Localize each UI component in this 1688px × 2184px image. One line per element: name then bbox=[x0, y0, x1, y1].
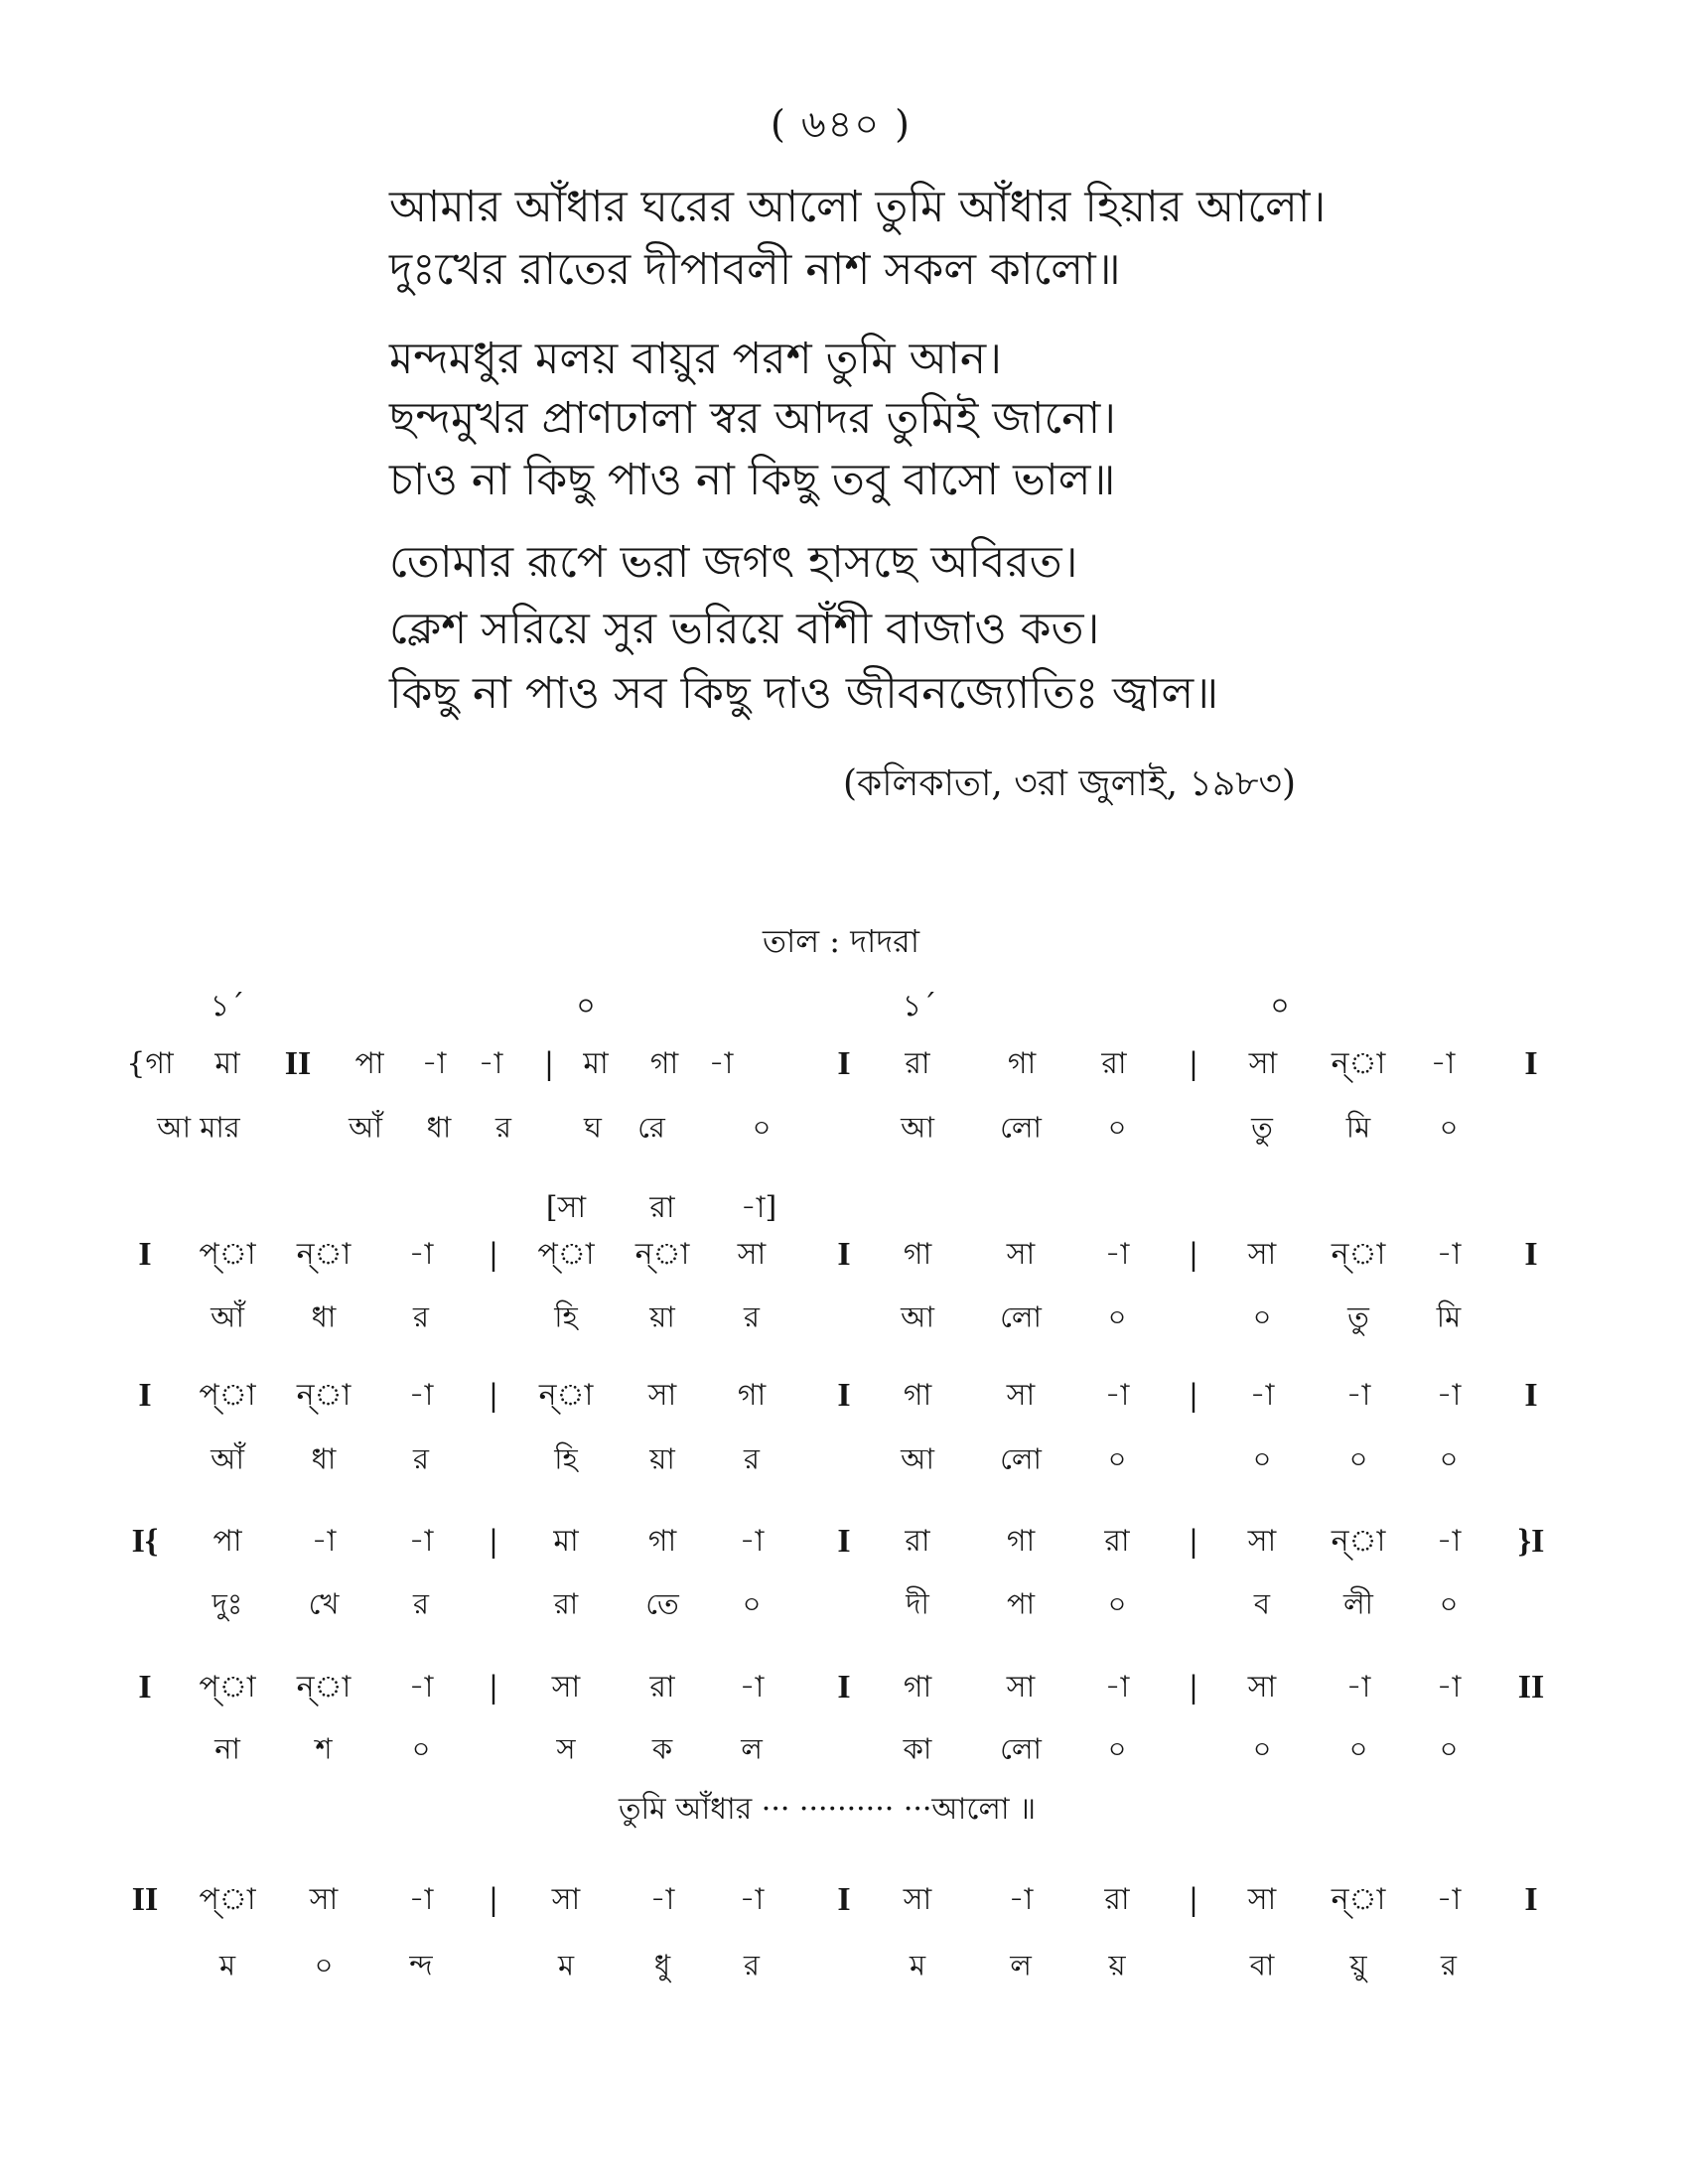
swara-note: ন্া bbox=[296, 1378, 352, 1413]
alternate-phrase-note: [সা bbox=[545, 1190, 587, 1225]
swara-note: মা bbox=[583, 1046, 609, 1081]
bar-line: I bbox=[138, 1377, 152, 1414]
bar-line: | bbox=[545, 1045, 553, 1082]
lyric-syllable: ০ bbox=[1348, 1731, 1368, 1766]
lyric-syllable: রা bbox=[553, 1586, 579, 1621]
swara-note: -া bbox=[408, 1237, 434, 1272]
lyric-syllable: পা bbox=[1006, 1586, 1036, 1621]
lyric-syllable: ল bbox=[1010, 1948, 1032, 1982]
swara-note: পা bbox=[212, 1524, 242, 1559]
swara-note: গা bbox=[1006, 1524, 1036, 1559]
swara-note: সা bbox=[551, 1670, 581, 1705]
lyric-syllable: ০ bbox=[1107, 1586, 1127, 1621]
swara-note: গা bbox=[903, 1670, 932, 1705]
lyric-syllable: ০ bbox=[742, 1586, 762, 1621]
lyric-line: ছন্দমুখর প্রাণঢালা স্বর আদর তুমিই জানো। bbox=[389, 393, 1116, 444]
lyric-syllable: র bbox=[1441, 1948, 1457, 1982]
swara-note: সা bbox=[309, 1882, 339, 1917]
swara-note: সা bbox=[1247, 1882, 1277, 1917]
lyric-syllable: ০ bbox=[1348, 1441, 1368, 1476]
lyric-syllable: স bbox=[556, 1731, 576, 1766]
swara-note: প্া bbox=[199, 1670, 256, 1705]
lyric-line: চাও না কিছু পাও না কিছু তবু বাসো ভাল॥ bbox=[389, 455, 1116, 505]
swara-note: -া bbox=[408, 1882, 434, 1917]
swara-note: -া bbox=[1430, 1046, 1456, 1081]
swara-note: -া bbox=[408, 1378, 434, 1413]
swara-note: -া bbox=[1345, 1670, 1371, 1705]
swara-note: ন্া bbox=[296, 1670, 352, 1705]
bar-line: | bbox=[1190, 1669, 1197, 1706]
lyric-syllable: আঁ bbox=[211, 1299, 244, 1334]
lyric-syllable: ০ bbox=[1439, 1586, 1459, 1621]
swara-note: গা bbox=[649, 1046, 679, 1081]
lyric-syllable: ধা bbox=[311, 1299, 337, 1334]
swara-note: -া bbox=[1008, 1882, 1034, 1917]
lyric-syllable: শ bbox=[315, 1731, 333, 1766]
lyric-syllable: লো bbox=[1000, 1299, 1042, 1334]
swara-note: সা bbox=[1248, 1046, 1278, 1081]
swara-note: গা bbox=[903, 1237, 932, 1272]
bar-line: II bbox=[284, 1045, 312, 1082]
swara-note: -া bbox=[1104, 1378, 1130, 1413]
bar-line: I bbox=[1524, 1045, 1538, 1082]
swara-note: সা bbox=[903, 1882, 932, 1917]
swara-note: সা bbox=[647, 1378, 677, 1413]
swara-note: ন্া bbox=[634, 1237, 690, 1272]
bar-line: | bbox=[1190, 1523, 1197, 1560]
bar-line: II bbox=[131, 1881, 159, 1918]
lyric-syllable: দী bbox=[906, 1586, 929, 1621]
swara-note: প্া bbox=[199, 1237, 256, 1272]
swara-note: -া bbox=[311, 1524, 337, 1559]
lyric-line: কিছু না পাও সব কিছু দাও জীবনজ্যোতিঃ জ্বাল॥ bbox=[389, 668, 1219, 719]
swara-note: রা bbox=[905, 1524, 930, 1559]
bar-line: | bbox=[1190, 1377, 1197, 1414]
swara-note: সা bbox=[737, 1237, 767, 1272]
bar-line: I bbox=[837, 1669, 851, 1706]
swara-note: ন্া bbox=[1331, 1237, 1386, 1272]
lyric-syllable: র bbox=[413, 1299, 429, 1334]
lyric-syllable: লো bbox=[1000, 1110, 1042, 1145]
bar-line: II bbox=[1517, 1669, 1545, 1706]
lyric-syllable: ০ bbox=[1252, 1299, 1272, 1334]
lyric-syllable: ০ bbox=[1107, 1731, 1127, 1766]
bar-line: I bbox=[1524, 1377, 1538, 1414]
swara-note: {গা bbox=[126, 1046, 174, 1081]
lyric-syllable: মি bbox=[1345, 1110, 1371, 1145]
lyric-syllable: ল bbox=[741, 1731, 763, 1766]
swara-note: সা bbox=[1247, 1237, 1277, 1272]
swara-note: গা bbox=[903, 1378, 932, 1413]
swara-note: সা bbox=[1006, 1237, 1036, 1272]
lyric-syllable: ০ bbox=[1439, 1731, 1459, 1766]
swara-note: -া bbox=[408, 1524, 434, 1559]
swara-note: ন্া bbox=[296, 1237, 352, 1272]
page-number: ( ৬৪০ ) bbox=[771, 102, 912, 146]
swara-note: সা bbox=[551, 1882, 581, 1917]
lyric-syllable: ০ bbox=[1107, 1110, 1127, 1145]
swara-note: রা bbox=[649, 1670, 675, 1705]
swara-note: ন্া bbox=[1331, 1524, 1386, 1559]
lyric-syllable: আ bbox=[901, 1441, 934, 1476]
swara-note: মা bbox=[553, 1524, 579, 1559]
swara-note: সা bbox=[1247, 1670, 1277, 1705]
swara-note: রা bbox=[905, 1046, 930, 1081]
swara-note: -া bbox=[708, 1046, 734, 1081]
swara-note: -া bbox=[739, 1524, 765, 1559]
continuation-line: তুমি আঁধার ··· ·········· ···আলো ॥ bbox=[618, 1792, 1037, 1827]
lyric-syllable: ক bbox=[651, 1731, 673, 1766]
lyric-syllable: ম bbox=[218, 1948, 236, 1982]
lyric-syllable: আ মার bbox=[157, 1110, 240, 1145]
swara-note: ন্া bbox=[1331, 1882, 1386, 1917]
swara-note: সা bbox=[1247, 1524, 1277, 1559]
bar-line: }I bbox=[1517, 1523, 1545, 1560]
swara-note: -া bbox=[1436, 1524, 1462, 1559]
lyric-syllable: ০ bbox=[1252, 1441, 1272, 1476]
lyric-syllable: র bbox=[744, 1441, 760, 1476]
lyric-syllable: ধা bbox=[311, 1441, 337, 1476]
lyric-syllable: ম bbox=[909, 1948, 926, 1982]
swara-note: সা bbox=[1006, 1670, 1036, 1705]
bar-line: | bbox=[490, 1523, 497, 1560]
lyric-syllable: হি bbox=[554, 1441, 578, 1476]
lyric-syllable: কা bbox=[903, 1731, 932, 1766]
bar-line: I bbox=[138, 1236, 152, 1273]
beat-marker: ০ bbox=[1270, 989, 1290, 1024]
swara-note: গা bbox=[647, 1524, 677, 1559]
bar-line: I bbox=[837, 1236, 851, 1273]
lyric-syllable: ব bbox=[1253, 1586, 1271, 1621]
swara-note: রা bbox=[1104, 1882, 1130, 1917]
lyric-syllable: য় bbox=[1108, 1948, 1126, 1982]
swara-note: -া bbox=[1345, 1378, 1371, 1413]
lyric-syllable: ০ bbox=[1252, 1731, 1272, 1766]
lyric-syllable: ঘ bbox=[584, 1110, 602, 1145]
lyric-syllable: ০ bbox=[1107, 1441, 1127, 1476]
lyric-syllable: র bbox=[744, 1948, 760, 1982]
lyric-syllable: য়ু bbox=[1349, 1948, 1367, 1982]
swara-note: -া bbox=[408, 1670, 434, 1705]
lyric-syllable: য়া bbox=[649, 1441, 675, 1476]
swara-note: -া bbox=[1436, 1882, 1462, 1917]
swara-note: -া bbox=[1436, 1378, 1462, 1413]
lyric-syllable: ধা bbox=[426, 1110, 452, 1145]
bar-line: I bbox=[837, 1881, 851, 1918]
swara-note: -া bbox=[1249, 1378, 1275, 1413]
beat-marker: ০ bbox=[576, 989, 596, 1024]
swara-note: -া bbox=[421, 1046, 447, 1081]
bar-line: | bbox=[490, 1669, 497, 1706]
bar-line: I bbox=[1524, 1236, 1538, 1273]
beat-marker: ১´ bbox=[210, 989, 245, 1024]
lyric-syllable: লো bbox=[1000, 1441, 1042, 1476]
lyric-syllable: লী bbox=[1343, 1586, 1373, 1621]
swara-note: -া bbox=[649, 1882, 675, 1917]
swara-note: -া bbox=[1436, 1670, 1462, 1705]
lyric-syllable: খে bbox=[308, 1586, 340, 1621]
swara-note: -া bbox=[739, 1670, 765, 1705]
lyric-syllable: আ bbox=[901, 1110, 934, 1145]
bar-line: I{ bbox=[131, 1523, 159, 1560]
lyric-syllable: লো bbox=[1000, 1731, 1042, 1766]
lyric-syllable: ন্দ bbox=[409, 1948, 433, 1982]
swara-note: রা bbox=[1104, 1524, 1130, 1559]
lyric-syllable: র bbox=[495, 1110, 511, 1145]
bar-line: | bbox=[1190, 1881, 1197, 1918]
bar-line: I bbox=[837, 1377, 851, 1414]
taal-label: তাল : দাদরা bbox=[762, 922, 920, 960]
alternate-phrase-note: -া] bbox=[740, 1190, 777, 1225]
lyric-syllable: আঁ bbox=[349, 1110, 382, 1145]
swara-note: প্া bbox=[199, 1378, 256, 1413]
swara-note: প্া bbox=[199, 1882, 256, 1917]
lyric-line: ক্লেশ সরিয়ে সুর ভরিয়ে বাঁশী বাজাও কত। bbox=[389, 604, 1100, 654]
swara-note: -া bbox=[1104, 1237, 1130, 1272]
lyric-syllable: ধু bbox=[653, 1948, 671, 1982]
lyric-syllable: ০ bbox=[1439, 1441, 1459, 1476]
bar-line: I bbox=[837, 1523, 851, 1560]
lyric-syllable: ম bbox=[557, 1948, 575, 1982]
lyric-syllable: আঁ bbox=[211, 1441, 244, 1476]
swara-note: রা bbox=[1101, 1046, 1127, 1081]
lyric-syllable: দুঃ bbox=[211, 1586, 243, 1621]
swara-note: ন্া bbox=[1331, 1046, 1386, 1081]
lyric-syllable: তু bbox=[1251, 1110, 1273, 1145]
lyric-syllable: র bbox=[413, 1586, 429, 1621]
lyric-syllable: র bbox=[413, 1441, 429, 1476]
lyric-line: আমার আঁধার ঘরের আলো তুমি আঁধার হিয়ার আলো। bbox=[389, 182, 1327, 232]
swara-note: -া bbox=[739, 1882, 765, 1917]
lyric-syllable: ০ bbox=[1107, 1299, 1127, 1334]
bar-line: | bbox=[1190, 1236, 1197, 1273]
beat-marker: ১´ bbox=[902, 989, 937, 1024]
swara-note: গা bbox=[737, 1378, 767, 1413]
bar-line: I bbox=[138, 1669, 152, 1706]
lyric-syllable: য়া bbox=[649, 1299, 675, 1334]
bar-line: I bbox=[837, 1045, 851, 1082]
bar-line: | bbox=[490, 1377, 497, 1414]
lyric-syllable: আ bbox=[901, 1299, 934, 1334]
lyric-syllable: ০ bbox=[411, 1731, 431, 1766]
swara-note: সা bbox=[1006, 1378, 1036, 1413]
swara-note: -া bbox=[478, 1046, 503, 1081]
swara-note: -া bbox=[1104, 1670, 1130, 1705]
composition-date: (কলিকাতা, ৩রা জুলাই, ১৯৮৩) bbox=[842, 763, 1296, 804]
lyric-line: মন্দমধুর মলয় বায়ুর পরশ তুমি আন। bbox=[389, 334, 1002, 384]
swara-note: ন্া bbox=[538, 1378, 594, 1413]
lyric-syllable: ০ bbox=[1439, 1110, 1459, 1145]
lyric-syllable: রে bbox=[637, 1110, 665, 1145]
swara-note: -া bbox=[1436, 1237, 1462, 1272]
lyric-syllable: ০ bbox=[752, 1110, 772, 1145]
bar-line: | bbox=[1190, 1045, 1197, 1082]
lyric-syllable: তু bbox=[1347, 1299, 1369, 1334]
bar-line: I bbox=[1524, 1881, 1538, 1918]
lyric-syllable: ০ bbox=[314, 1948, 334, 1982]
swara-note: প্া bbox=[537, 1237, 595, 1272]
lyric-syllable: মি bbox=[1436, 1299, 1462, 1334]
swara-note: গা bbox=[1007, 1046, 1037, 1081]
lyric-line: দুঃখের রাতের দীপাবলী নাশ সকল কালো॥ bbox=[389, 244, 1121, 295]
lyric-syllable: র bbox=[744, 1299, 760, 1334]
alternate-phrase-note: রা bbox=[649, 1190, 675, 1225]
swara-note: পা bbox=[354, 1046, 384, 1081]
bar-line: | bbox=[490, 1881, 497, 1918]
bar-line: | bbox=[490, 1236, 497, 1273]
lyric-syllable: বা bbox=[1249, 1948, 1275, 1982]
lyric-line: তোমার রূপে ভরা জগৎ হাসছে অবিরত। bbox=[389, 537, 1078, 588]
swara-note: মা bbox=[214, 1046, 240, 1081]
lyric-syllable: তে bbox=[645, 1586, 679, 1621]
lyric-syllable: না bbox=[214, 1731, 240, 1766]
lyric-syllable: হি bbox=[554, 1299, 578, 1334]
